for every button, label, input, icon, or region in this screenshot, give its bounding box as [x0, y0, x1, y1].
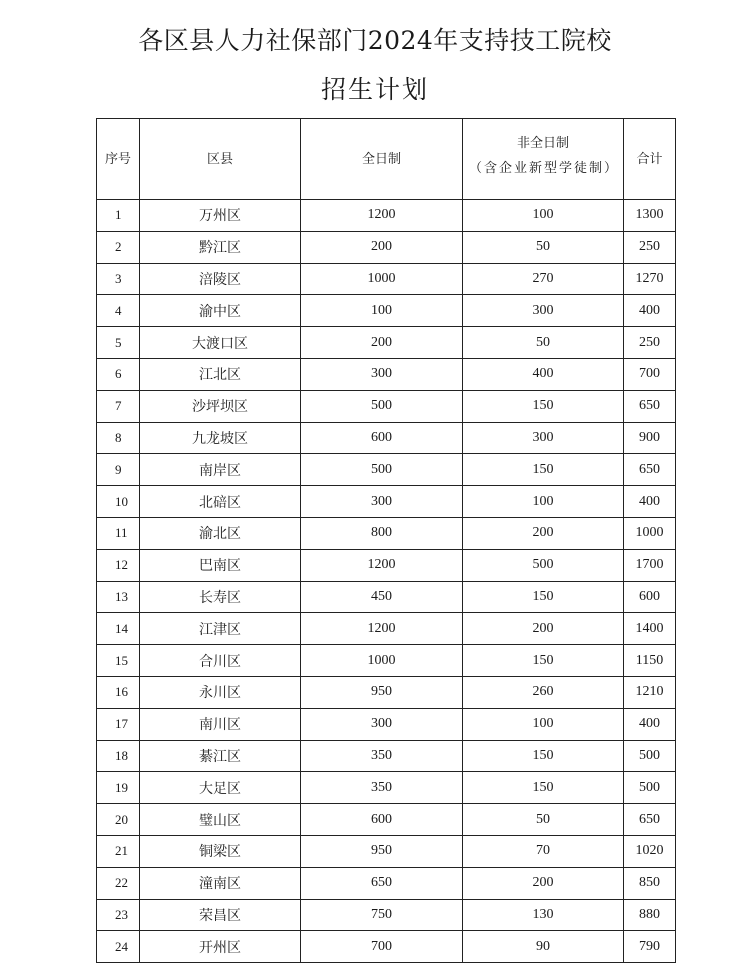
cell-district: 涪陵区	[140, 263, 301, 295]
cell-fulltime: 800	[301, 517, 463, 549]
cell-nonfulltime: 150	[463, 772, 624, 804]
table-row	[97, 231, 676, 263]
cell-nonfulltime: 300	[463, 295, 624, 327]
cell-fulltime: 200	[301, 327, 463, 359]
cell-total: 650	[624, 390, 676, 422]
cell-seq: 17	[97, 708, 140, 740]
cell-seq: 14	[97, 613, 140, 645]
cell-fulltime: 1200	[301, 549, 463, 581]
cell-nonfulltime: 400	[463, 358, 624, 390]
cell-seq: 8	[97, 422, 140, 454]
table-row	[97, 263, 676, 295]
cell-total: 1020	[624, 835, 676, 867]
cell-seq: 20	[97, 804, 140, 836]
cell-nonfulltime: 100	[463, 486, 624, 518]
cell-seq: 21	[97, 835, 140, 867]
cell-fulltime: 1000	[301, 645, 463, 677]
cell-nonfulltime: 100	[463, 200, 624, 232]
cell-total: 650	[624, 804, 676, 836]
cell-total: 400	[624, 708, 676, 740]
table-row	[97, 645, 676, 677]
cell-nonfulltime: 50	[463, 327, 624, 359]
cell-fulltime: 500	[301, 390, 463, 422]
cell-district: 合川区	[140, 645, 301, 677]
cell-nonfulltime: 200	[463, 867, 624, 899]
enrollment-plan-table	[96, 118, 676, 963]
cell-nonfulltime: 270	[463, 263, 624, 295]
cell-district: 北碚区	[140, 486, 301, 518]
cell-seq: 23	[97, 899, 140, 931]
cell-district: 江津区	[140, 613, 301, 645]
cell-total: 700	[624, 358, 676, 390]
cell-fulltime: 300	[301, 358, 463, 390]
cell-fulltime: 100	[301, 295, 463, 327]
table-row	[97, 676, 676, 708]
cell-fulltime: 500	[301, 454, 463, 486]
cell-total: 400	[624, 295, 676, 327]
cell-seq: 10	[97, 486, 140, 518]
cell-fulltime: 600	[301, 422, 463, 454]
cell-seq: 22	[97, 867, 140, 899]
table-row	[97, 613, 676, 645]
cell-seq: 3	[97, 263, 140, 295]
cell-nonfulltime: 50	[463, 231, 624, 263]
cell-district: 大渡口区	[140, 327, 301, 359]
cell-seq: 5	[97, 327, 140, 359]
cell-total: 400	[624, 486, 676, 518]
cell-fulltime: 600	[301, 804, 463, 836]
cell-nonfulltime: 200	[463, 613, 624, 645]
cell-district: 璧山区	[140, 804, 301, 836]
table-row	[97, 899, 676, 931]
cell-district: 潼南区	[140, 867, 301, 899]
cell-nonfulltime: 130	[463, 899, 624, 931]
cell-district: 黔江区	[140, 231, 301, 263]
table-row	[97, 867, 676, 899]
cell-district: 九龙坡区	[140, 422, 301, 454]
cell-total: 850	[624, 867, 676, 899]
cell-district: 万州区	[140, 200, 301, 232]
cell-district: 江北区	[140, 358, 301, 390]
cell-nonfulltime: 150	[463, 454, 624, 486]
table-row	[97, 200, 676, 232]
cell-seq: 9	[97, 454, 140, 486]
cell-district: 荣昌区	[140, 899, 301, 931]
table-row	[97, 772, 676, 804]
cell-fulltime: 350	[301, 740, 463, 772]
cell-fulltime: 950	[301, 676, 463, 708]
cell-seq: 6	[97, 358, 140, 390]
cell-fulltime: 700	[301, 931, 463, 963]
cell-total: 1700	[624, 549, 676, 581]
table-row	[97, 358, 676, 390]
header-district: 区县	[140, 119, 301, 200]
cell-nonfulltime: 150	[463, 390, 624, 422]
header-nonfulltime-label: 非全日制	[516, 136, 569, 151]
table-header-row	[97, 119, 676, 200]
cell-fulltime: 300	[301, 708, 463, 740]
document-subtitle: 招生计划	[320, 75, 429, 104]
cell-total: 500	[624, 772, 676, 804]
table-row	[97, 549, 676, 581]
cell-total: 1300	[624, 200, 676, 232]
cell-district: 南川区	[140, 708, 301, 740]
cell-nonfulltime: 260	[463, 676, 624, 708]
table-row	[97, 327, 676, 359]
cell-nonfulltime: 300	[463, 422, 624, 454]
cell-total: 1000	[624, 517, 676, 549]
cell-fulltime: 650	[301, 867, 463, 899]
table-row	[97, 295, 676, 327]
table-row	[97, 740, 676, 772]
cell-seq: 24	[97, 931, 140, 963]
cell-nonfulltime: 150	[463, 645, 624, 677]
cell-district: 永川区	[140, 676, 301, 708]
cell-nonfulltime: 90	[463, 931, 624, 963]
header-nonfulltime-note: （含企业新型学徒制）	[469, 161, 620, 176]
cell-nonfulltime: 150	[463, 581, 624, 613]
cell-district: 开州区	[140, 931, 301, 963]
cell-nonfulltime: 50	[463, 804, 624, 836]
table-row	[97, 390, 676, 422]
cell-district: 沙坪坝区	[140, 390, 301, 422]
document-title: 各区县人力社保部门2024年支持技工院校	[138, 26, 612, 55]
cell-fulltime: 950	[301, 835, 463, 867]
cell-district: 南岸区	[140, 454, 301, 486]
table-row	[97, 581, 676, 613]
cell-seq: 12	[97, 549, 140, 581]
cell-fulltime: 350	[301, 772, 463, 804]
table-row	[97, 454, 676, 486]
header-total: 合计	[624, 119, 676, 200]
cell-seq: 16	[97, 676, 140, 708]
cell-total: 1210	[624, 676, 676, 708]
cell-total: 250	[624, 231, 676, 263]
cell-district: 长寿区	[140, 581, 301, 613]
cell-seq: 18	[97, 740, 140, 772]
cell-total: 1270	[624, 263, 676, 295]
table-row	[97, 835, 676, 867]
cell-total: 1150	[624, 645, 676, 677]
cell-seq: 7	[97, 390, 140, 422]
cell-seq: 11	[97, 517, 140, 549]
header-seq: 序号	[97, 119, 140, 200]
cell-district: 大足区	[140, 772, 301, 804]
cell-seq: 13	[97, 581, 140, 613]
cell-total: 1400	[624, 613, 676, 645]
cell-fulltime: 200	[301, 231, 463, 263]
cell-nonfulltime: 100	[463, 708, 624, 740]
cell-nonfulltime: 200	[463, 517, 624, 549]
header-nonfulltime	[463, 119, 624, 200]
cell-fulltime: 300	[301, 486, 463, 518]
cell-fulltime: 1200	[301, 613, 463, 645]
cell-total: 900	[624, 422, 676, 454]
cell-district: 巴南区	[140, 549, 301, 581]
cell-district: 铜梁区	[140, 835, 301, 867]
cell-fulltime: 450	[301, 581, 463, 613]
cell-total: 250	[624, 327, 676, 359]
table-row	[97, 517, 676, 549]
cell-total: 650	[624, 454, 676, 486]
cell-seq: 4	[97, 295, 140, 327]
cell-nonfulltime: 500	[463, 549, 624, 581]
cell-nonfulltime: 150	[463, 740, 624, 772]
cell-district: 渝北区	[140, 517, 301, 549]
cell-seq: 19	[97, 772, 140, 804]
cell-total: 880	[624, 899, 676, 931]
cell-district: 渝中区	[140, 295, 301, 327]
cell-total: 600	[624, 581, 676, 613]
cell-total: 500	[624, 740, 676, 772]
table-row	[97, 422, 676, 454]
table-row	[97, 708, 676, 740]
cell-nonfulltime: 70	[463, 835, 624, 867]
header-fulltime: 全日制	[301, 119, 463, 200]
cell-seq: 15	[97, 645, 140, 677]
table-row	[97, 486, 676, 518]
table-row	[97, 931, 676, 963]
cell-fulltime: 750	[301, 899, 463, 931]
cell-total: 790	[624, 931, 676, 963]
cell-fulltime: 1000	[301, 263, 463, 295]
cell-seq: 1	[97, 200, 140, 232]
cell-fulltime: 1200	[301, 200, 463, 232]
cell-district: 綦江区	[140, 740, 301, 772]
cell-seq: 2	[97, 231, 140, 263]
table-row	[97, 804, 676, 836]
